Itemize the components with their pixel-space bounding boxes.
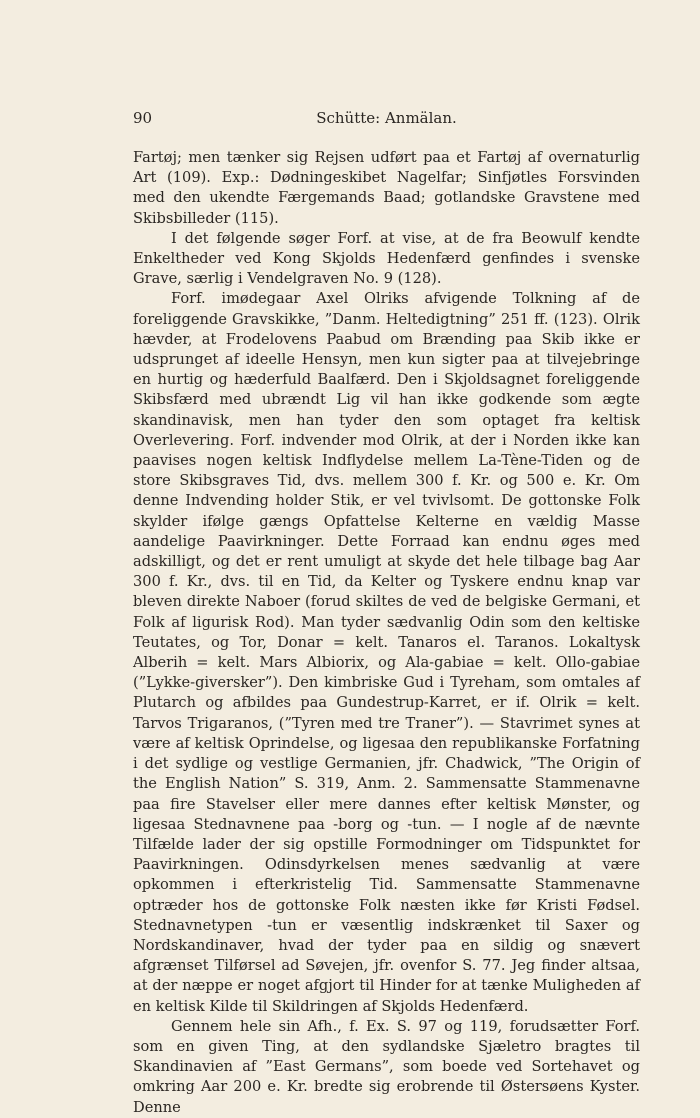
running-title: Schütte: Anmälan. bbox=[316, 109, 457, 127]
paragraph: I det følgende søger Forf. at vise, at de fra Beowulf kendte Enkeltheder ved Kong Skjolds Hedenfærd genfindes i svenske Grave, særlig i Vendelgraven No. 9 (128). bbox=[133, 229, 640, 288]
page-number: 90 bbox=[133, 109, 153, 127]
paragraph: Gennem hele sin Afh., f. Ex. S. 97 og 119, forudsætter Forf. som en given Ting, at den sydlandske Sjæletro bragtes til Skandinavien af ”East Germans”, som boede ved Sortehavet og omkring Aar 200 e. Kr. bredte sig erobrende til Østersøens Kyster. Denne bbox=[133, 1017, 640, 1116]
paragraph: Forf. imødegaar Axel Olriks afvigende Tolkning af de foreliggende Gravskikke, ”Danm. Heltedigtning” 251 ff. (123). Olrik hævder, at Frodelovens Paabud om Brænding paa Skib ikke er udsprunget af ideelle Hensyn, men kun sigter paa at tilvejebringe en hurtig og hæderfuld Baalfærd. Den i Skjoldsagnet foreliggende Skibsfærd med ubrændt Lig vil han ikke godkende som ægte skandinavisk, men han tyder den som optaget fra keltisk Overlevering. Forf. indvender mod Olrik, at der i Norden ikke kan paavises nogen keltisk Indflydelse mellem La-Tène-Tiden og de store Skibsgraves Tid, dvs. mellem 300 f. Kr. og 500 e. Kr. Om denne Indvending holder Stik, er vel tvivlsomt. De gottonske Folk skylder ifølge gængs Opfattelse Kelterne en vældig Masse aandelige Paavirkninger. Dette Forraad kan endnu øges med adskilligt, og det er rent umuligt at skyde det hele tilbage bag Aar 300 f. Kr., dvs. til en Tid, da Kelter og Tyskere endnu knap var bleven direkte Naboer (forud skiltes de ved de belgiske Germani, et Folk af ligurisk Rod). Man tyder sædvanlig Odin som den keltiske Teutates, og Tor, Donar = kelt. Tanaros el. Taranos. Lokaltysk Alberih = kelt. Mars Albiorix, og Ala-gabiae = kelt. Ollo-gabiae (”Lykke-giversker”). Den kimbriske Gud i Tyreham, som omtales af Plutarch og afbildes paa Gundestrup-Karret, er if. Olrik = kelt. Tarvos Trigaranos, (”Tyren med tre Traner”). — Stavrimet synes at være af keltisk Oprindelse, og ligesaa den republikanske Forfatning i det sydlige og vestlige Germanien, jfr. Chadwick, ”The Origin of the English Nation” S. 319, Anm. 2. Sammensatte Stammenavne paa fire Stavelser eller mere dannes efter keltisk Mønster, og ligesaa Stednavnene paa -borg og -tun. — I nogle af de nævnte Tilfælde lader der sig opstille Formodninger om Tidspunktet for Paavirkningen. Odinsdyrkelsen menes sædvanlig at være opkommen i efterkristelig Tid. Sammensatte Stammenavne optræder hos de gottonske Folk næsten ikke før Kristi Fødsel. Stednavnetypen -tun er væsentlig indskrænket til Saxer og Nordskandinaver, hvad der tyder paa en sildig og snævert afgrænset Tilførsel ad Søvejen, jfr. ovenfor S. 77. Jeg finder altsaa, at der næppe er noget afgjort til Hinder for at tænke Muligheden af en keltisk Kilde til Skildringen af Skjolds Hedenfærd. bbox=[133, 290, 640, 1015]
body-text bbox=[133, 148, 640, 1118]
paragraph-continued: Fartøj; men tænker sig Rejsen udført paa et Fartøj af overnaturlig Art (109). Exp.: Dødningeskibet Nagelfar; Sinfjøtles Forsvinden med den ukendte Færgemands Baad; gotlandske Gravstene med Skibsbilleder (115). bbox=[133, 149, 640, 227]
